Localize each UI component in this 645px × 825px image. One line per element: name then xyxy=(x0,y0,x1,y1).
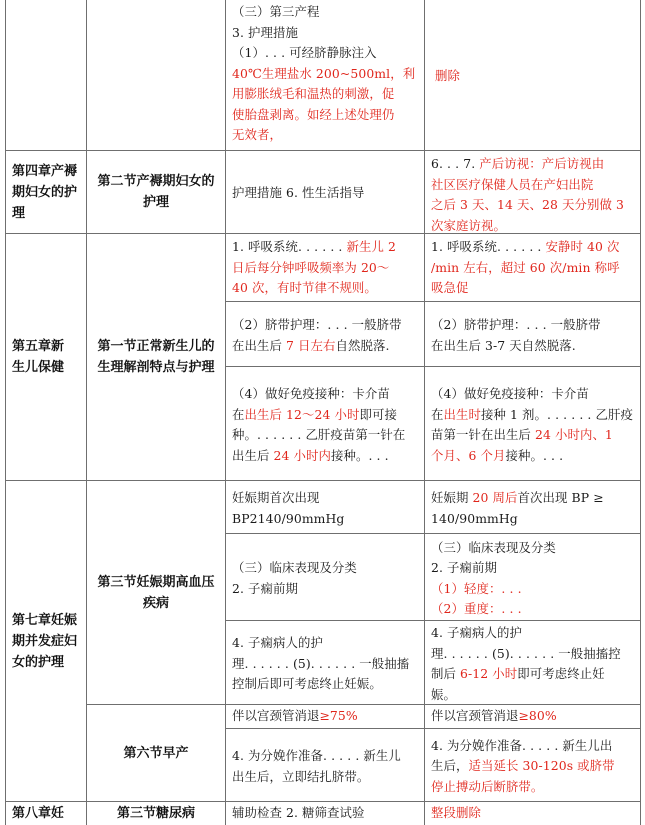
section-label: 第六节早产 xyxy=(123,745,189,761)
revised-text-cell: （4）做好免疫接种：卡介苗 在出生时接种 1 剂。. . . . . . 乙肝疫 苗第一针在出生后 24 小时内、1 个月、6 个月接种。. . . xyxy=(431,386,633,463)
original-text-cell: 伴以宫颈管消退≥75% xyxy=(232,708,358,724)
revised-text-cell: （三）临床表现及分类 2. 子痫前期 （1）轻度：. . . （2）重度：. . . xyxy=(431,539,556,616)
comparison-table xyxy=(5,0,641,825)
section-cell-8-3 xyxy=(87,802,225,825)
original-text-cell: 妊娠期首次出现 BP2140/90mmHg xyxy=(232,490,345,526)
original-text-cell: （三）第三产程 3. 护理措施 （1）. . . 可经脐静脉注入 40℃生理盐水 200~500ml，利 用膨胀绒毛和温热的刺激，促 使胎盘剥离。如经上述处理仍 无效者， xyxy=(232,4,416,142)
chapter-cell-4 xyxy=(6,151,86,233)
section-cell-4-2 xyxy=(87,151,225,233)
original-text-cell: 4. 子痫病人的护 理. . . . . . (5). . . . . . 一般抽搐 控制后即可考虑终止妊娠。 xyxy=(232,635,410,692)
original-text-cell: 辅助检查 2. 糖筛查试验 xyxy=(232,805,365,821)
delete-note: 整段删除 xyxy=(431,805,481,821)
section-label: 第二节产褥期妇女的护理 xyxy=(97,174,215,210)
revised-text-cell: 1. 呼吸系统. . . . . . 安静时 40 次 /min 左右，超过 60 次/min 称呼 吸急促 xyxy=(431,239,620,295)
section-label: 第三节糖尿病 xyxy=(116,806,195,821)
revised-text-cell: 伴以宫颈管消退≥80% xyxy=(431,708,557,724)
original-text-cell: 护理措施 6. 性生活指导 xyxy=(232,185,365,201)
revised-text-cell: 妊娠期 20 周后首次出现 BP ≥ 140/90mmHg xyxy=(431,490,604,526)
chapter-cell-5 xyxy=(6,234,86,480)
section-cell-7-3 xyxy=(87,481,225,704)
revised-text-cell xyxy=(425,802,640,825)
chapter-label: 第四章产褥期妇女的护理 xyxy=(12,163,78,221)
original-text-cell: 4. 为分娩作准备. . . . . 新生儿 出生后，立即结扎脐带。 xyxy=(232,748,401,784)
chapter-cell-8 xyxy=(6,802,86,825)
chapter-label: 第五章新生儿保健 xyxy=(12,339,65,375)
revised-text-cell xyxy=(425,0,640,150)
delete-note: 删除 xyxy=(435,68,460,84)
section-cell-7-6 xyxy=(87,705,225,801)
section-label: 第三节妊娠期高血压疾病 xyxy=(97,574,215,611)
chapter-label: 第八章妊 xyxy=(12,806,65,821)
section-label: 第一节正常新生儿的生理解剖特点与护理 xyxy=(97,339,215,375)
revised-text-cell: 4. 子痫病人的护 理. . . . . . (5). . . . . . 一般抽搐控 制后 6-12 小时即可考虑终止妊 娠。 xyxy=(431,625,621,702)
chapter-cell-7 xyxy=(6,481,86,801)
revised-text-cell: 4. 为分娩作准备. . . . . 新生儿出 生后，适当延长 30-120s 或脐带 停止搏动后断脐带。 xyxy=(431,737,615,794)
chapter-label: 第七章妊娠期并发症妇女的护理 xyxy=(12,612,78,670)
original-text-cell: 1. 呼吸系统. . . . . . 新生儿 2 日后每分钟呼吸频率为 20～ 40 次，有时节律不规则。 xyxy=(232,239,396,295)
original-text-cell: （4）做好免疫接种：卡介苗 在出生后 12～24 小时即可接 种。. . . . . . 乙肝疫苗第一针在 出生后 24 小时内接种。. . . xyxy=(232,386,406,463)
original-text-cell: （2）脐带护理：. . . 一般脐带 在出生后 7 日左右自然脱落. xyxy=(232,317,402,353)
section-cell-5-1 xyxy=(87,234,225,480)
original-text-cell: （三）临床表现及分类 2. 子痫前期 xyxy=(232,560,357,596)
revised-text-cell: 6. . . 7. 产后访视：产后访视由 社区医疗保健人员在产妇出院 之后 3 天、14 天、28 天分别做 3 次家庭访视。 xyxy=(431,156,624,233)
table-border xyxy=(640,0,641,825)
revised-text-cell: （2）脐带护理：. . . 一般脐带 在出生后 3-7 天自然脱落. xyxy=(431,317,601,353)
